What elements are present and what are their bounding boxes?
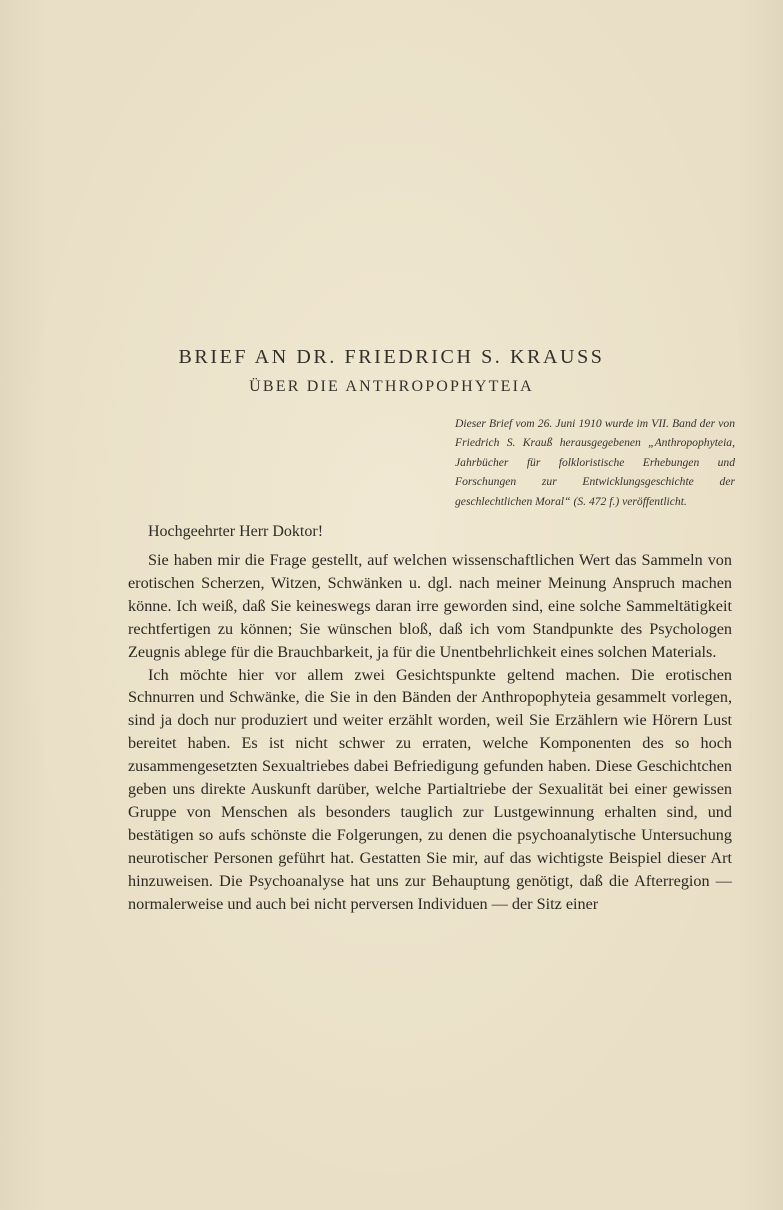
page-subtitle: ÜBER DIE ANTHROPOPHYTEIA <box>249 378 534 395</box>
paragraph: Ich möchte hier vor allem zwei Gesichtspunkte geltend machen. Die erotischen Schnurren und Schwänke, die Sie in den Bänden der Anthropophyteia gesammelt vorlegen, sind ja doch nur produziert und weiter erzählt worden, weil Sie Erzählern wie Hörern Lust bereitet haben. Es ist nicht schwer zu erraten, welche Komponenten des so hoch zusammengesetzten Sexualtriebes dabei Befriedigung gefunden haben. Diese Geschichtchen geben uns direkte Auskunft darüber, welche Partialtriebe der Sexualität bei einer gewissen Gruppe von Menschen als besonders tauglich zur Lustgewinnung erhalten sind, und bestätigen so aufs schönste die Folgerungen, zu denen die psychoanalytische Untersuchung neurotischer Personen geführt hat. Gestatten Sie mir, auf das wichtigste Beispiel dieser Art hinzuweisen. Die Psychoanalyse hat uns zur Behauptung genötigt, daß die Afterregion — normalerweise und auch bei nicht perversen Individuen — der Sitz einer <box>128 665 732 913</box>
letter-body <box>128 549 732 916</box>
paragraph: Sie haben mir die Frage gestellt, auf welchen wissenschaftlichen Wert das Sammeln von erotischen Scherzen, Witzen, Schwänken u. dgl. nach meiner Meinung Anspruch machen könne. Ich weiß, daß Sie keineswegs daran irre geworden sind, eine solche Sammeltätigkeit rechtfertigen zu können; Sie wünschen bloß, daß ich vom Standpunkte des Psychologen Zeugnis ablege für die Brauchbarkeit, ja für die Unentbehrlichkeit eines solchen Materials. <box>128 551 732 661</box>
page-title: BRIEF AN DR. FRIEDRICH S. KRAUSS <box>178 346 605 368</box>
editorial-note: Dieser Brief vom 26. Juni 1910 wurde im VII. Band der von Friedrich S. Krauß herausgegebenen „Anthropophyteia, Jahrbücher für folkloristische Erhebungen und Forschungen zur Entwicklungsgeschichte der geschlechtlichen Moral“ (S. 472 f.) veröffentlicht. <box>455 417 735 508</box>
salutation: Hochgeehrter Herr Doktor! <box>148 523 324 540</box>
